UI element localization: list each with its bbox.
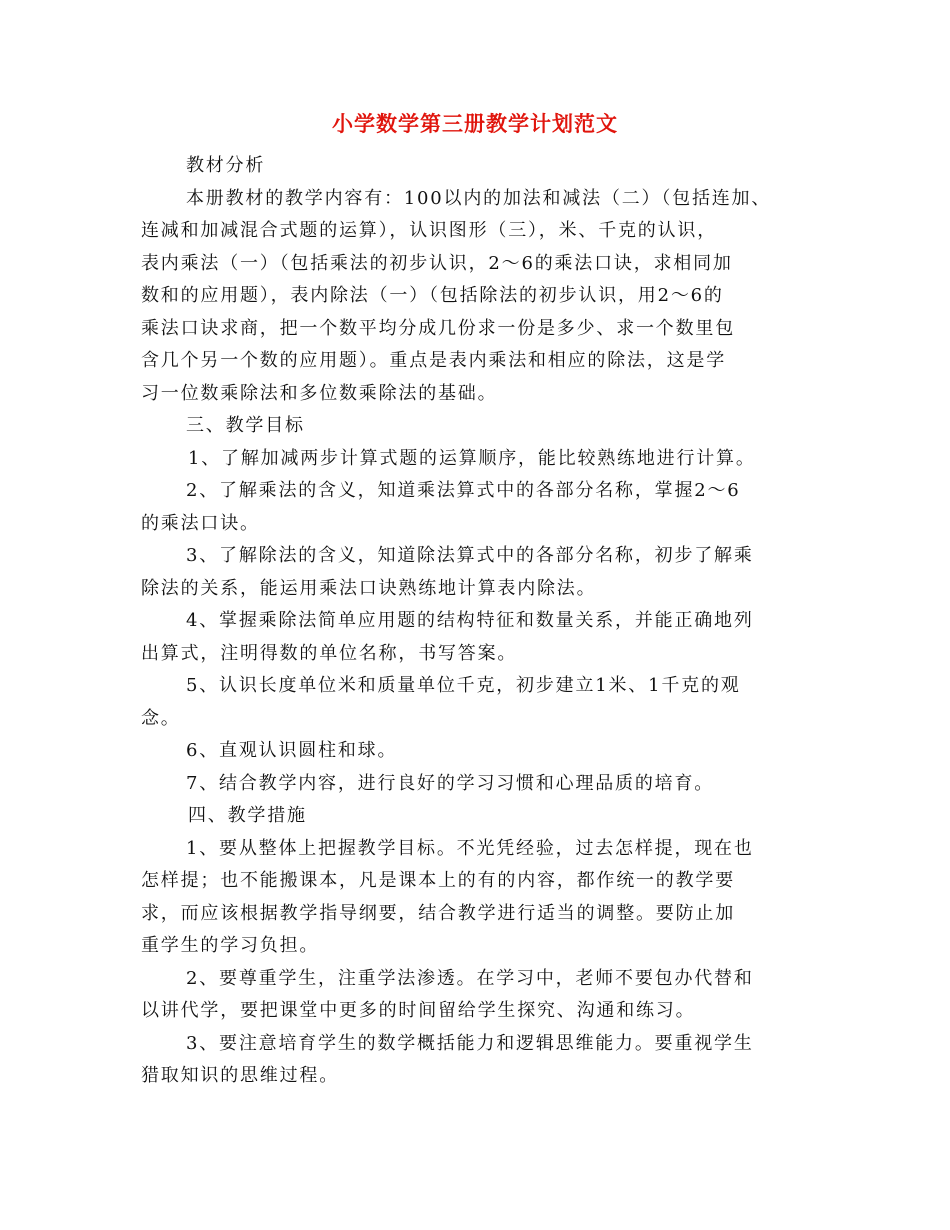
measure-item-3: 3、要注意培育学生的数学概括能力和逻辑思维能力。要重视学生 [186, 1032, 754, 1054]
goal-item-3: 3、了解除法的含义，知道除法算式中的各部分名称，初步了解乘 [186, 545, 754, 566]
paragraph-line: 求，而应该根据教学指导纲要，结合教学进行适当的调整。要防止加 [141, 902, 735, 924]
paragraph-line: 重学生的学习负担。 [141, 935, 320, 956]
measure-item-1: 1、要从整体上把握教学目标。不光凭经验，过去怎样提，现在也 [186, 837, 754, 859]
document-body [141, 150, 831, 1093]
paragraph-line: 怎样提；也不能搬课本，凡是课本上的有的内容，都作统一的教学要 [141, 870, 735, 891]
paragraph-line: 数和的应用题），表内除法（一）（包括除法的初步认识，用2～6的 [141, 285, 724, 306]
goal-item-5: 5、认识长度单位米和质量单位千克，初步建立1米、1千克的观 [186, 675, 741, 696]
heading-textbook-analysis: 教材分析 [186, 155, 266, 176]
paragraph-line: 除法的关系，能运用乘法口诀熟练地计算表内除法。 [141, 577, 597, 599]
goal-item-1: 1、了解加减两步计算式题的运算顺序，能比较熟练地进行计算。 [188, 447, 756, 469]
paragraph-line: 念。 [141, 707, 181, 729]
goal-item-6: 6、直观认识圆柱和球。 [186, 740, 398, 761]
paragraph-line: 猎取知识的思维过程。 [141, 1065, 339, 1086]
paragraph-line: 的乘法口诀。 [141, 512, 260, 534]
paragraph-line: 以讲代学，要把课堂中更多的时间留给学生探究、沟通和练习。 [141, 1000, 696, 1021]
paragraph-line: 习一位数乘除法和多位数乘除法的基础。 [141, 382, 498, 404]
goal-item-4: 4、掌握乘除法简单应用题的结构特征和数量关系，并能正确地列 [186, 610, 754, 631]
paragraph-line: 含几个另一个数的应用题）。重点是表内乘法和相应的除法，这是学 [141, 350, 726, 371]
paragraph-line: 表内乘法（一）（包括乘法的初步认识，2～6的乘法口诀，求相同加 [141, 252, 733, 274]
goal-item-2: 2、了解乘法的含义，知道乘法算式中的各部分名称，掌握2～6 [186, 480, 741, 501]
paragraph-line: 本册教材的教学内容有：100以内的加法和减法（二）（包括连加、 [186, 187, 772, 209]
heading-teaching-measures: 四、教学措施 [188, 805, 307, 826]
paragraph-line: 出算式，注明得数的单位名称，书写答案。 [141, 642, 518, 664]
measure-item-2: 2、要尊重学生，注重学法渗透。在学习中，老师不要包办代替和 [186, 967, 754, 989]
goal-item-7: 7、结合教学内容，进行良好的学习习惯和心理品质的培育。 [186, 772, 715, 794]
paragraph-line: 连减和加减混合式题的运算），认识图形（三），米、千克的认识， [141, 220, 717, 241]
document-title: 小学数学第三册教学计划范文 [332, 111, 618, 136]
heading-teaching-goals: 三、教学目标 [186, 415, 305, 436]
paragraph-line: 乘法口诀求商，把一个数平均分成几份求一份是多少、求一个数里包 [141, 317, 735, 339]
